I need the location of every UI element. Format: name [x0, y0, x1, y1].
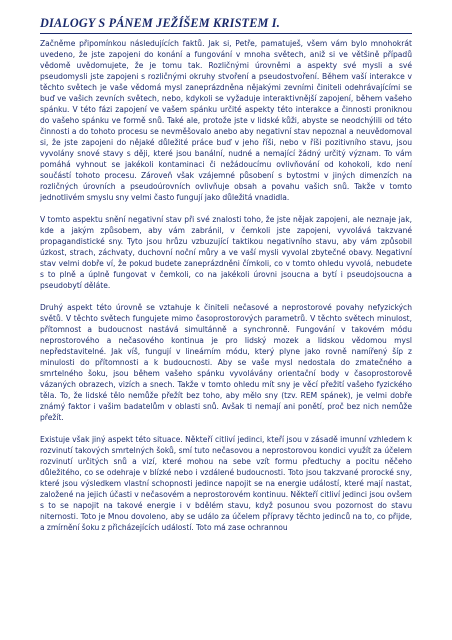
running-title: DIALOGY S PÁNEM JEŽÍŠEM KRISTEM I. — [40, 16, 280, 30]
paragraph-1: Začněme připomínkou následujících faktů. Jak si, Petře, pamatuješ, všem vám bylo mnohokrát uvedeno, že jste zapojeni do konání a fungování v mnoha světech, aniž si ve většině případů vědomě uvědomujete, že je tomu tak. Rozličnými úrovněmi a aspekty své mysli a své pseudomysli jste zapojeni s rozličnými okruhy stvoření a pseudostvoření. Během vaší interakce v těchto světech je vaše vědomá mysl zaneprázdněna nějakými zevními činiteli odehrávajícími se buď ve vašich zevních světech, nebo, kdykoli se vyžaduje interaktivnější zapojení, během vašeho spánku. V této fázi zapojení ve vašem spánku určité aspekty této interakce a činnosti proniknou do vašeho spánku ve formě snů. Také ale, protože jste v lidské kůži, abyste se neodchýlili od této činnosti a do tohoto procesu se nevměšovalo anebo aby negativní stav nepoznal a neuvědomoval si, že jste zapojeni do nějaké důležité práce buď v jeho říši, nebo v říši pozitivního stavu, jsou vyvolány snové stavy s ději, které jsou banální, nudné a nemající žádný určitý význam. To vám pomáhá vyhnout se jakékoli kontaminaci či nežádoucímu ovlivňování od kohokoli, kdo není součástí tohoto procesu. Zároveň však vzájemné působení s bytostmi v jiných dimenzích na rozličných úrovních a pseudoúrovních ovlivňuje obsah a povahu vašich snů. Takže v tomto jednotlivém smyslu sny velmi často fungují jako důležitá vnadidla. — [40, 39, 412, 202]
page-header — [40, 15, 412, 34]
body-text — [40, 38, 412, 544]
paragraph-2: V tomto aspektu snění negativní stav při své znalosti toho, že jste nějak zapojeni, ale neznaje jak, kde a jakým způsobem, aby vám zabránil, v čemkoli jste zapojeni, vyvolává takzvané propagandistické sny. Tyto jsou hrůzu vzbuzující taktikou negativního stavu, aby vám způsobil úzkost, strach, záchvaty, duchovní noční můry a ve vaší mysli vyvolal zbytečné obavy. Negativní stav velmi dobře ví, že pokud budete zaneprázdněni čímkoli, co v tomto ohledu vyvolá, nebudete s to plně a úplně fungovat v čemkoli, co na jakékoli úrovni jsoucna a bytí i pseudojsoucna a pseudobytí děláte. — [40, 215, 412, 290]
paragraph-4: Existuje však jiný aspekt této situace. Někteří citliví jedinci, kteří jsou v zásadě imunní vzhledem k rozvinutí takových smrtelných šoků, smí tuto nečasovou a neprostorovou kondici využít za účelem rozvinutí určitých snů a vizí, které mohou na sebe vzít formu předtuchy a pocitu něčeho důležitého, co se odehraje v blízké nebo i vzdálené budoucnosti. Toto jsou takzvané prorocké sny, které jsou výsledkem vlastní schopnosti jedince napojit se na energie událostí, které mají nastat, založené na jejich účasti v nečasovém a neprostorovém kontinuu. Někteří citliví jedinci jsou ovšem s to se napojit na takové energie i v bdělém stavu, když posunou svou pozornost do stavu niternosti. Toto je Mnou dovoleno, aby se událo za účelem přípravy těchto jedinců na to, co přijde, a zmírnění šoku z přicházejících událostí. Toto má zase ochrannou — [40, 435, 412, 532]
paragraph-3: Druhý aspekt této úrovně se vztahuje k činiteli nečasové a neprostorové povahy nefyzických světů. V těchto světech fungujete mimo časoprostorových parametrů. V těchto světech minulost, přítomnost a budoucnost nastává simultánně a synchronně. Fungování v takovém módu neprostorového a nečasového kontinua je pro lidský mozek a lidskou vědomou mysl nepředstavitelné. Jak víš, fungují v lineárním módu, který plyne jako rovně namířený šíp z minulosti do přítomnosti a k budoucnosti. Aby se vaše mysl nedostala do zmatečného a smrtelného šoku, jsou během vašeho spánku vyvolávány orientační body v časoprostorově vázaných obrazech, vizích a snech. Takže v tomto ohledu mít sny je věcí přežití vašeho fyzického těla. To, že lidské tělo nemůže přežít bez toho, aby mělo sny (tzv. REM spánek), je velmi dobře známý faktor i vašim badatelům v oblasti snů. Avšak ti nemají ani ponětí, proč bez nich nemůže přežít. — [40, 303, 412, 422]
